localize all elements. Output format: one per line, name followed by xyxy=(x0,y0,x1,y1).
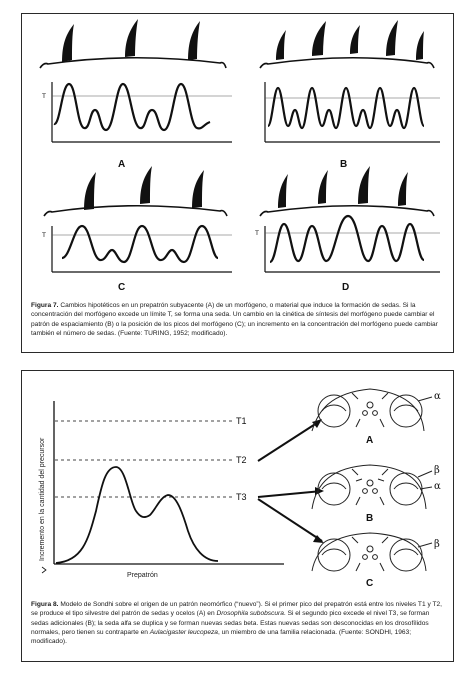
caption-title: Figura 7. xyxy=(31,302,59,309)
caption-text: Cambios hipotéticos en un prepatrón subyacente (A) de un morfógeno, o material que induce la formación de sedas. Si la concentración del morfógeno excede un límite T, se forma una seda. Un cambio en la cinética de síntesis del morfógeno puede cambiar el patrón de espaciamiento (B) o la posición de los picos del morfógeno (C); un incremento en la concentración del morfógeno puede cambiar también el número de sedas. (Fuente: TURING, 1952; modificado). xyxy=(31,302,438,337)
beta-label-c: β xyxy=(434,539,440,550)
fly-head-a xyxy=(312,389,432,431)
outcome-label-b: B xyxy=(366,513,374,524)
figure-8-box xyxy=(21,370,454,662)
fly-head-b xyxy=(312,465,432,509)
caption-part-3: , un miembro de una familia relacionada. (Fuente: SONDHI, 1963; modificado). xyxy=(31,628,412,646)
panel-a xyxy=(40,19,232,170)
bristle xyxy=(276,30,286,60)
caption-part-2: . Si el segundo pico excede el nivel T3, se forman sedas adicionales (B); la seda alfa se duplica y se forman nuevas sedas beta. Estas nuevas sedas son desconocidas en los drosofílidos normales, pero tienen su contraparte en xyxy=(31,610,430,636)
figure-8-illustration xyxy=(22,371,455,596)
panel-label: C xyxy=(118,282,126,293)
threshold-label: T xyxy=(255,230,259,237)
y-axis-label: Incremento en la cantidad del precursor xyxy=(39,437,46,561)
y-axis-arrow xyxy=(42,567,46,573)
beta-label-b: β xyxy=(434,465,440,476)
bristle xyxy=(416,31,424,60)
caption-species-1: Drosophila subobscura xyxy=(216,610,284,618)
panel-c xyxy=(42,166,232,293)
x-axis-label: Prepatrón xyxy=(127,572,158,579)
threshold-t1: T1 xyxy=(236,416,247,426)
bristle xyxy=(386,20,398,56)
threshold-label: T xyxy=(42,232,46,239)
threshold-label: T xyxy=(42,93,46,100)
bristle xyxy=(192,170,204,208)
figure-8-caption xyxy=(31,600,447,646)
bristle xyxy=(84,172,96,210)
outcome-label-c: C xyxy=(366,578,374,589)
caption-title: Figura 8. xyxy=(31,601,59,608)
figure-7-illustration xyxy=(22,14,455,299)
prepattern-curve xyxy=(56,467,218,563)
bristle xyxy=(188,21,200,60)
fly-head-c xyxy=(312,533,432,571)
bristle xyxy=(278,174,288,208)
panel-d xyxy=(255,166,440,293)
panel-label: B xyxy=(340,159,348,170)
bristle xyxy=(398,172,408,206)
bristle xyxy=(358,166,370,204)
outcome-label-a: A xyxy=(366,435,374,446)
alpha-label-b: α xyxy=(434,481,441,492)
panel-label: A xyxy=(118,159,126,170)
figure-7-box xyxy=(21,13,454,353)
panel-label: D xyxy=(342,282,350,293)
bristle xyxy=(62,24,74,62)
caption-part-1: Modelo de Sondhi sobre el origen de un patrón neomórfico (“nuevo”). Si el primer pico del prepatrón está entre los niveles T1 y T2, se produce el tipo silvestre del patrón de sedas y ocelos (A) en xyxy=(31,601,442,618)
threshold-t2: T2 xyxy=(236,455,247,465)
bristle xyxy=(312,21,326,56)
threshold-t3: T3 xyxy=(236,492,247,502)
arrows xyxy=(258,419,324,543)
bristle xyxy=(350,25,360,54)
alpha-label-a: α xyxy=(434,391,441,402)
bristle xyxy=(140,166,152,204)
bristle xyxy=(125,19,138,57)
figure-7-caption xyxy=(31,301,443,338)
panel-b xyxy=(260,20,440,170)
bristle xyxy=(318,170,328,204)
caption-species-2: Aulacigaster leucopeza xyxy=(149,628,218,636)
